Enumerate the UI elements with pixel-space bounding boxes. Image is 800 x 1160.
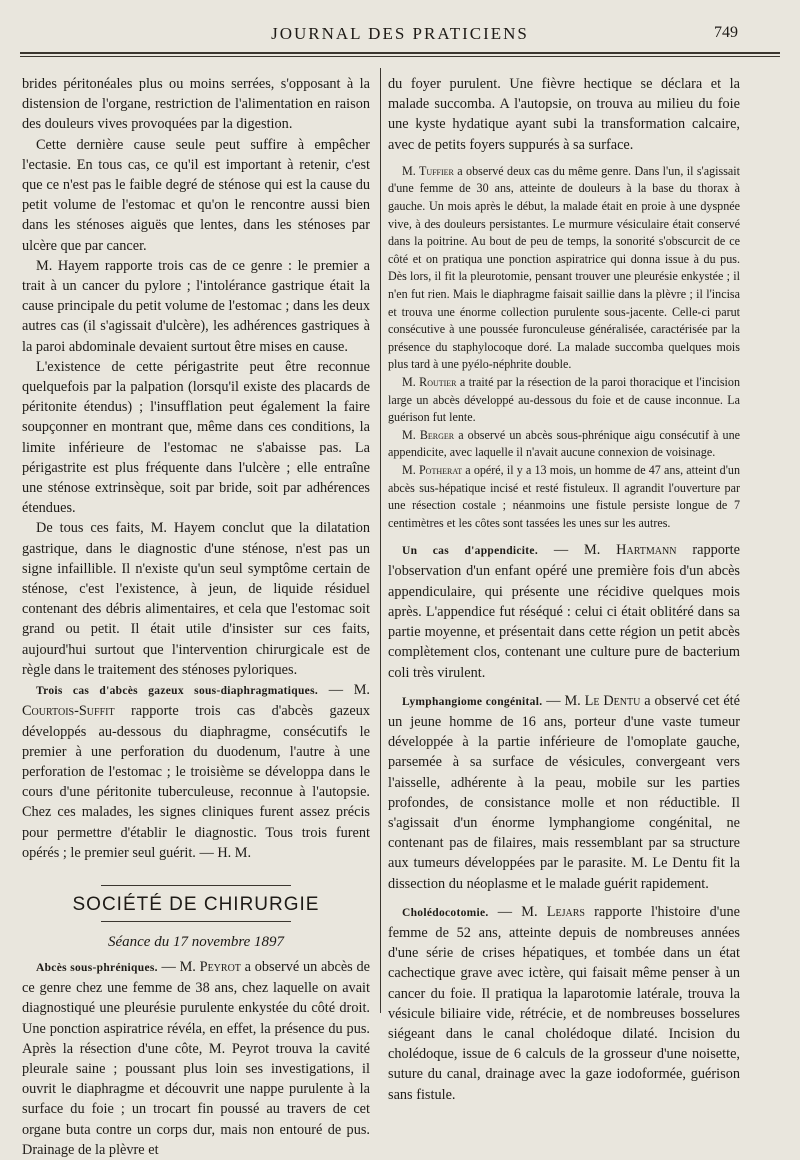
header-rule (20, 52, 780, 54)
paragraph-text: rapporte trois cas d'abcès gazeux développés au-dessous du diaphragme, consécutifs le premier à une perforation du duodenum, l'autre à une perforation de l'estomac ; le troisième se développa dans le cours d'une péritonite tuberculeuse, reconnue à l'autopsie. Chez ces malades, les signes cliniques furent assez précis pour permettre d'établir le diagnostic. Tous trois furent opérés ; le premier seul guérit. — H. M. (22, 703, 370, 861)
right-column (388, 74, 740, 1105)
section-heading: Lymphangiome congénital. (402, 695, 543, 708)
paragraph-text: a traité par la résection de la paroi thoracique et l'incision large un abcès développé au-dessous du foie et de cause inconnue. La guérison fut lente. (388, 374, 741, 425)
paragraph-text: rapporte l'histoire d'une femme de 52 ans, atteinte depuis de nombreuses années d'une série de crises hépatiques, et tombée dans un état cachectique grave avec ictère, qui faisait même penser à un cancer du foie. Il pratiqua la laparotomie latérale, trouva la vésicule biliaire vide, rétrécie, et de nombreuses bosselures siégeant dans le canal cholédoque dilaté. Incision du cholédoque, issue de 6 calculs de la grosseur d'une noisette, suture du canal, drainage avec la gaze iodoformée, guérison sans fistule. (388, 903, 740, 1103)
society-title: SOCIÉTÉ DE CHIRURGIE (72, 893, 320, 915)
author-name: M. Le Dentu (564, 692, 641, 709)
paragraph-text: a observé un abcès sous-phrénique aigu consécutif à une appendicite, avec laquelle il n'avait aucune connexion de voisinage. (388, 427, 741, 460)
small-paragraph (388, 427, 740, 462)
page-number: 749 (714, 24, 738, 41)
paragraph-text: a opéré, il y a 13 mois, un homme de 47 ans, atteint d'un abcès sus-hépatique incisé et resté fistuleux. Il agrandit l'ouverture par une résection costale ; néanmoins une fistule persiste longue de 7 centimètres et les côtes sont tassées les unes sur les autres. (388, 462, 740, 530)
paragraph: brides péritonéales plus ou moins serrées, s'opposant à la distension de l'organe, restriction de l'alimentation en raison des douleurs vives provoquées par la digestion. (22, 76, 370, 133)
author-name: M. Lejars (521, 903, 585, 920)
paragraph-text: a observé deux cas du même genre. Dans l'un, il s'agissait d'une femme de 30 ans, atteinte de douleurs à la base du thorax à gauche. Un mois après le début, la malade était en proie à une dyspnée vive, à des douleurs persistantes. Le murmure vésiculaire était conservé dans la poitrine. Au bout de peu de temps, la sonorité s'obscurcit de ce côté et on pratiqua une ponction aspiratrice qui donna issue à du pus. Dès lors, il fit la pleurotomie, pensant trouver une pleurésie enkystée ; il n'en fut rien. Mais le diaphragme faisait saillie dans la plèvre ; il l'incisa et trouva une énorme collection purulente sous-jacente. Celle-ci parut consécutive à une poussée furonculeuse généralisée, caractérisée par la présence du staphylocoque doré. La malade succomba quelques mois plus tard à une pyélo-néphrite double. (388, 163, 740, 372)
society-rule (101, 921, 291, 922)
section-paragraph: Lymphangiome congénital. — M. Le Dentu a observé cet été un jeune homme de 16 ans, porteur d'une vaste tumeur développée à la partie inférieure de l'omoplate gauche, parsemée à sa surface de vésicules, convergeant vers l'aisselle, adhérente à la peau, mobile sur les parties profondes, de consistance molle et non réductible. Il s'agissait d'un énorme lymphangiome congénital, ne contenant pas de filaires, mais ressemblant par sa structure aux tumeurs développées par le parasite. M. Le Dentu fit la dissection du néoplasme et le malade guérit rapidement. (388, 692, 741, 892)
paragraph-text: a observé un abcès de ce genre chez une femme de 38 ans, chez laquelle on avait diagnostiqué une pleurésie purulente enkystée du côté droit. Une ponction aspiratrice révéla, en effet, la présence du pus. Après la résection d'une côte, M. Peyrot trouva la cavité pleurale saine ; poussant plus loin ses investigations, il ouvrit le diaphragme et découvrit une nappe purulente à la surface du foie ; un trocart fin poussé au travers de cet organe buta contre un corps dur, mais non entouré de pus. Drainage de la plèvre et (22, 958, 370, 1158)
author-name: M. Hartmann (584, 542, 677, 559)
running-title: JOURNAL DES PRATICIENS (271, 24, 529, 43)
session-date: Séance du 17 novembre 1897 (107, 933, 285, 950)
header-rule-thin (20, 56, 780, 57)
section-paragraph: Un cas d'appendicite. — M. Hartmann rapporte l'observation d'un enfant opéré une première fois d'un abcès appendiculaire, qui présente une récidive quelques mois après. L'appendice fut réséqué : celui ci était oblitéré dans sa partie moyenne, et présentait dans cette région un petit abcès complètement clos, contenant une culture pure de bacterium coli très virulent. (388, 542, 740, 681)
small-paragraph (388, 462, 740, 532)
author-name: M. Berger (402, 427, 455, 442)
section-paragraph: Cholédocotomie. — M. Lejars rapporte l'histoire d'une femme de 52 ans, atteinte depuis de nombreuses années d'une série de crises hépatiques, et tombée dans un état cachectique grave avec ictère, qui faisait même penser à un cancer du foie. Il pratiqua la laparotomie latérale, trouva la vésicule biliaire vide, rétrécie, et de nombreuses bosselures siégeant dans le canal cholédoque dilaté. Incision du cholédoque, issue de 6 calculs de la grosseur d'une noisette, suture du canal, drainage avec la gaze iodoformée, guérison sans fistule. (388, 903, 740, 1103)
section-heading: Abcès sous-phréniques. (36, 961, 158, 974)
paragraph: L'existence de cette périgastrite peut être reconnue quelquefois par la palpation (lorsqu'il existe des placards de péritonite étendus) ; l'insufflation peut également la faire soupçonner en montrant que, même dans ces conditions, la limite inférieure de l'estomac ne s'abaisse pas. La périgastrite est plus fréquente dans l'ulcère ; elle entraîne une sténose extrinsèque, soit par bride, soit par adhérences étendues. (22, 358, 370, 517)
section-paragraph: Trois cas d'abcès gazeux sous-diaphragmatiques. — M. Courtois-Suffit rapporte trois cas d'abcès gazeux développés au-dessous du diaphragme, consécutifs le premier à une perforation du duodenum, l'autre à une perforation de l'estomac ; le troisième se développa dans le cours d'une péritonite tuberculeuse, reconnue à l'autopsie. Chez ces malades, les signes cliniques furent assez précis pour permettre d'établir le diagnostic. Tous trois furent opérés ; le premier seul guérit. — H. M. (22, 682, 370, 861)
paragraph-text: a observé cet été un jeune homme de 16 ans, porteur d'une vaste tumeur développée à la partie inférieure de l'omoplate gauche, parsemée à sa surface de vésicules, convergeant vers l'aisselle, adhérente à la peau, mobile sur les parties profondes, de consistance molle et non réductible. Il s'agissait d'un énorme lymphangiome congénital, ne contenant pas de filaires, mais ressemblant par sa structure aux tumeurs développées par le parasite. M. Le Dentu fit la dissection du néoplasme et le malade guérit rapidement. (388, 692, 741, 892)
section-heading: Trois cas d'abcès gazeux sous-diaphragmatiques. (36, 685, 319, 698)
society-rule (101, 885, 291, 886)
author-name: M. Potherat (402, 462, 463, 477)
paragraph: De tous ces faits, M. Hayem conclut que la dilatation gastrique, dans le diagnostic d'une sténose, n'est pas un signe infaillible. Il n'existe qu'un seul symptôme certain de sténose, c'est l'existence, à jeun, de liquide résiduel contenant des débris alimentaires, et cela que l'estomac soit grand ou petit. Il était utile d'insister sur ces faits, aujourd'hui surtout que l'intervention chirurgicale est de règle dans le traitement des sténoses pyloriques. (22, 520, 370, 678)
paragraph: M. Hayem rapporte trois cas de ce genre : le premier a trait à un cancer du pylore ; l'intolérance gastrique était la cause principale du petit volume de l'estomac ; dans les deux autres cas (il s'agissait d'ulcère), les adhérences gastriques à la paroi abdominale devaient surtout être mises en cause. (22, 257, 370, 355)
left-column (22, 74, 370, 1160)
paragraph: du foyer purulent. Une fièvre hectique se déclara et la malade succomba. A l'autopsie, on trouva au milieu du foie une kyste hydatique ayant subi la transformation calcaire, avec de petits foyers suppurés à sa surface. (388, 76, 740, 153)
column-divider (380, 68, 381, 1013)
section-heading: Cholédocotomie. (402, 906, 489, 919)
small-paragraph (388, 374, 740, 427)
section-paragraph: Abcès sous-phréniques. — M. Peyrot a observé un abcès de ce genre chez une femme de 38 ans, chez laquelle on avait diagnostiqué une pleurésie purulente enkystée du côté droit. Une ponction aspiratrice révéla, en effet, la présence du pus. Après la résection d'une côte, M. Peyrot trouva la cavité pleurale saine ; poussant plus loin ses investigations, il ouvrit le diaphragme et découvrit une nappe purulente à la surface du foie ; un trocart fin poussé au travers de cet organe buta contre un corps dur, mais non entouré de pus. Drainage de la plèvre et (22, 958, 370, 1158)
author-name: M. Tuffier (402, 163, 454, 178)
author-name: M. Routier (402, 374, 457, 389)
author-name: M. Courtois-Suffit (22, 682, 370, 720)
small-paragraph (388, 163, 740, 374)
author-name: M. Peyrot (179, 958, 241, 975)
page-header (0, 22, 800, 48)
paragraph-text: rapporte l'observation d'un enfant opéré une première fois d'un abcès appendiculaire, qui présente une récidive quelques mois après. L'appendice fut réséqué : celui ci était oblitéré dans sa partie moyenne, et présentait dans cette région un petit abcès complètement clos, contenant une culture pure de bacterium coli très virulent. (388, 542, 740, 681)
section-heading: Un cas d'appendicite. (402, 545, 538, 558)
paragraph: Cette dernière cause seule peut suffire à empêcher l'ectasie. En tous cas, ce qu'il est important à retenir, c'est que ce n'est pas le faible degré de sténose qui est la cause du petit volume de l'estomac et qu'on le rencontre aussi bien dans les sténoses aiguës que lentes, dans les sténoses par ulcère que par cancer. (22, 136, 370, 254)
